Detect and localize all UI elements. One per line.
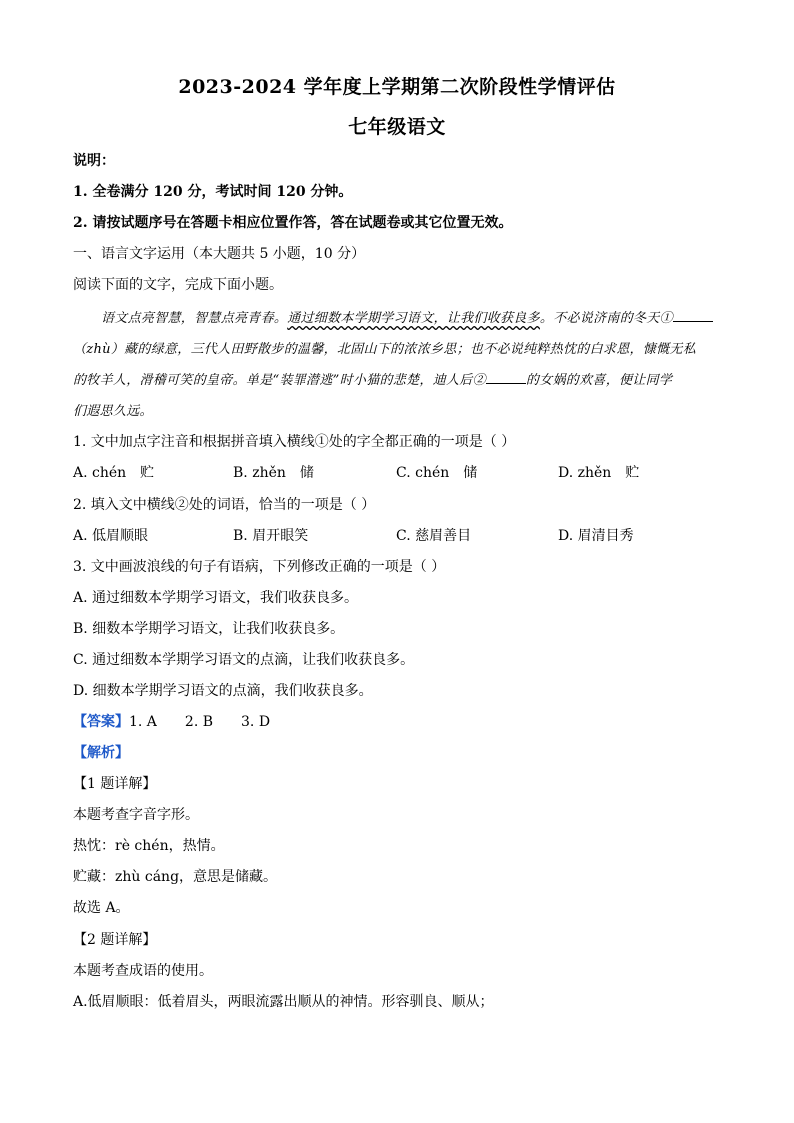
reading-prompt: 阅读下面的文字，完成下面小题。: [73, 277, 283, 293]
detail-1-line-1: 本题考查字音字形。: [73, 807, 199, 823]
analysis-tag: 【解析】: [73, 745, 129, 761]
q1-option-d: D. zhěn 贮: [558, 465, 640, 481]
q3-option-c: C. 通过细数本学期学习语文的点滴，让我们收获良多。: [73, 652, 415, 668]
detail-2-tag: 【2 题详解】: [73, 932, 157, 948]
answer-tag: 【答案】: [73, 714, 129, 730]
passage-text: 的女娲的欢喜，便让同学: [525, 373, 673, 388]
passage-line-1: [101, 307, 713, 326]
page-title: 2023-2024 学年度上学期第二次阶段性学情评估: [178, 76, 616, 98]
passage-text: 的牧羊人，滑稽可笑的皇帝。单是“装罪潜逃”时小猫的悲楚，迪人后②: [73, 373, 486, 388]
blank-1: [673, 309, 713, 322]
passage-text: 。不必说济南的冬天①: [539, 311, 673, 326]
q3-option-d: D. 细数本学期学习语文的点滴，我们收获良多。: [73, 683, 373, 699]
answer-line: [73, 711, 270, 731]
page-subtitle: 七年级语文: [348, 116, 446, 138]
instruction-item-1: 1. 全卷满分 120 分，考试时间 120 分钟。: [73, 184, 353, 200]
q1-option-b: B. zhěn 储: [233, 465, 314, 481]
q2-option-b: B. 眉开眼笑: [233, 528, 309, 544]
q3-option-a: A. 通过细数本学期学习语文，我们收获良多。: [73, 590, 359, 606]
section-heading: 一、语言文字运用（本大题共 5 小题，10 分）: [73, 246, 366, 262]
question-2-stem: 2. 填入文中横线②处的词语，恰当的一项是（ ）: [73, 497, 376, 513]
passage-line-2: （zhù）藏的绿意，三代人田野散步的温馨，北固山下的浓浓乡思；也不必说纯粹热忱的白求恩，慷慨无私: [73, 342, 696, 357]
passage-text: 语文点亮智慧，智慧点亮青春。: [101, 311, 288, 326]
passage-line-4: 们遐思久远。: [73, 404, 153, 419]
q2-option-a: A. 低眉顺眼: [73, 528, 149, 544]
q2-option-c: C. 慈眉善目: [396, 528, 472, 544]
q2-option-d: D. 眉清目秀: [558, 528, 634, 544]
wavy-sentence: 通过细数本学期学习语文，让我们收获良多: [287, 311, 540, 326]
detail-1-line-3: 贮藏：zhù cáng，意思是储藏。: [73, 869, 278, 885]
question-1-stem: 1. 文中加点字注音和根据拼音填入横线①处的字全都正确的一项是（ ）: [73, 434, 516, 450]
question-3-stem: 3. 文中画波浪线的句子有语病，下列修改正确的一项是（ ）: [73, 559, 446, 575]
instructions-label: 说明：: [73, 153, 115, 169]
detail-1-tag: 【1 题详解】: [73, 776, 157, 792]
q1-option-c: C. chén 储: [396, 465, 478, 481]
detail-1-line-4: 故选 A。: [73, 900, 130, 916]
q1-option-a: A. chén 贮: [73, 465, 155, 481]
detail-2-line-2: A.低眉顺眼：低着眉头，两眼流露出顺从的神情。形容驯良、顺从；: [73, 994, 494, 1010]
answer-text: 1. A 2. B 3. D: [129, 714, 271, 730]
passage-line-3: [73, 369, 672, 388]
detail-2-line-1: 本题考查成语的使用。: [73, 963, 213, 979]
blank-2: [486, 371, 526, 384]
instruction-item-2: 2. 请按试题序号在答题卡相应位置作答，答在试题卷或其它位置无效。: [73, 215, 513, 231]
q3-option-b: B. 细数本学期学习语文，让我们收获良多。: [73, 621, 345, 637]
detail-1-line-2: 热忱：rè chén，热情。: [73, 838, 225, 854]
